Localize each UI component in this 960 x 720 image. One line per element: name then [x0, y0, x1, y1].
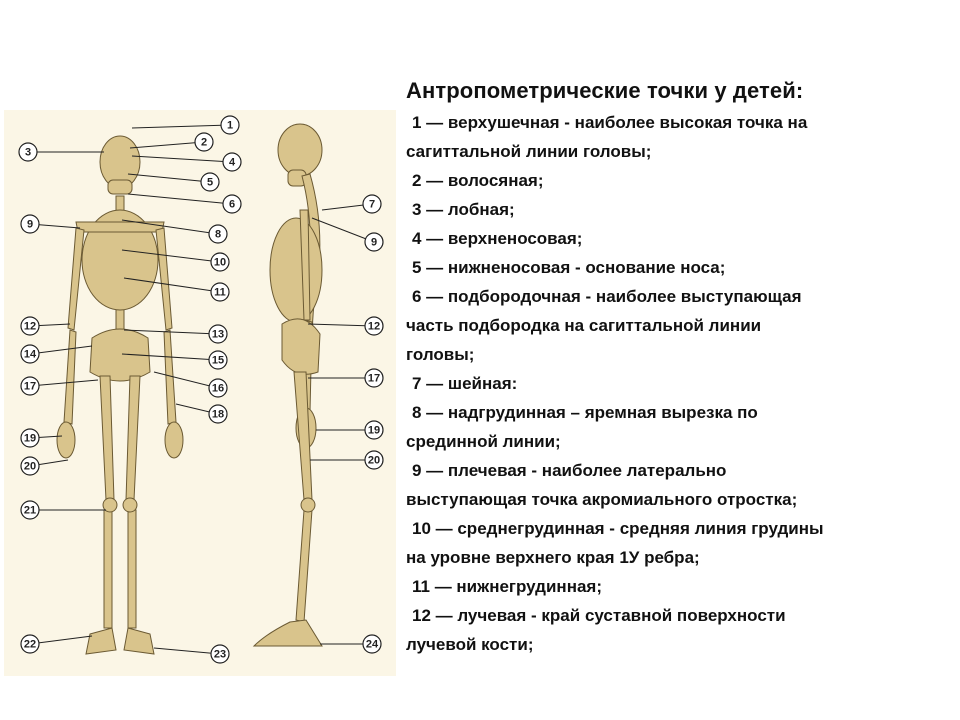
point-description-line: [406, 253, 951, 282]
point-description-text: 6 — подбородочная - наиболее выступающая: [412, 287, 802, 306]
leader-line: [154, 372, 218, 388]
point-description-line: [406, 456, 951, 485]
leader-line: [128, 174, 210, 182]
page-title: Антропометрические точки у детей:: [406, 78, 804, 103]
point-description-text: 11 — нижнегрудинная;: [412, 577, 602, 596]
point-description-text: лучевой кости;: [406, 635, 534, 654]
svg-text:5: 5: [206, 176, 214, 189]
point-label-3: [19, 143, 37, 161]
point-label-20: [365, 451, 383, 469]
point-label-7: [363, 195, 381, 213]
point-label-6: [223, 195, 241, 213]
point-label-21: [21, 501, 39, 519]
svg-text:4: 4: [228, 156, 236, 169]
leader-lines: [28, 125, 374, 654]
svg-text:1: 1: [226, 119, 234, 132]
leader-line: [308, 324, 374, 326]
skeleton-svg: [4, 110, 396, 676]
leader-line: [154, 648, 220, 654]
svg-text:10: 10: [213, 256, 227, 269]
point-label-12: [365, 317, 383, 335]
svg-text:2: 2: [200, 136, 208, 149]
skeleton-illustration: [4, 110, 396, 676]
svg-text:19: 19: [23, 432, 37, 445]
point-description-line: [406, 195, 951, 224]
svg-text:12: 12: [23, 320, 37, 333]
svg-text:8: 8: [214, 228, 222, 241]
point-label-17: [21, 377, 39, 395]
point-description-line: [406, 514, 951, 543]
svg-text:14: 14: [23, 348, 37, 361]
point-label-19: [365, 421, 383, 439]
point-description-text: 3 — лобная;: [412, 200, 515, 219]
svg-text:20: 20: [23, 460, 37, 473]
point-label-14: [21, 345, 39, 363]
point-description-text: на уровне верхнего края 1У ребра;: [406, 548, 700, 567]
point-description-line: [406, 224, 951, 253]
svg-text:3: 3: [24, 146, 32, 159]
point-label-10: [211, 253, 229, 271]
point-label-20: [21, 457, 39, 475]
point-description-text: сагиттальной линии головы;: [406, 142, 652, 161]
svg-text:7: 7: [368, 198, 376, 211]
svg-text:15: 15: [211, 354, 225, 367]
skeleton-front-view: [57, 136, 183, 654]
svg-text:13: 13: [211, 328, 225, 341]
point-description-line: [406, 137, 951, 166]
point-label-22: [21, 635, 39, 653]
svg-text:9: 9: [26, 218, 34, 231]
point-description-line: [406, 311, 951, 340]
svg-text:19: 19: [367, 424, 381, 437]
point-label-9: [365, 233, 383, 251]
point-description-line: [406, 572, 951, 601]
point-description-text: 8 — надгрудинная – яремная вырезка по: [412, 403, 758, 422]
point-label-15: [209, 351, 227, 369]
point-description-line: [406, 369, 951, 398]
point-description-text: 5 — нижненосовая - основание носа;: [412, 258, 726, 277]
point-description-line: [406, 108, 951, 137]
point-description-text: 7 — шейная:: [412, 374, 518, 393]
svg-text:16: 16: [211, 382, 225, 395]
point-label-13: [209, 325, 227, 343]
point-description-line: [406, 282, 951, 311]
skeleton-side-view: [254, 124, 322, 646]
point-label-18: [209, 405, 227, 423]
svg-text:23: 23: [213, 648, 227, 661]
svg-text:22: 22: [23, 638, 37, 651]
svg-text:24: 24: [365, 638, 379, 651]
point-label-2: [195, 133, 213, 151]
point-description-text: 10 — среднегрудинная - средняя линия грудины: [412, 519, 824, 538]
leader-line: [132, 125, 230, 128]
point-description-text: 12 — лучевая - край суставной поверхности: [412, 606, 786, 625]
leader-line: [30, 380, 98, 386]
point-description-text: 2 — волосяная;: [412, 171, 544, 190]
svg-text:12: 12: [367, 320, 381, 333]
point-description-text: 9 — плечевая - наиболее латерально: [412, 461, 727, 480]
leader-line: [130, 142, 204, 148]
point-description-line: [406, 340, 951, 369]
point-description-text: срединной линии;: [406, 432, 561, 451]
svg-text:17: 17: [23, 380, 37, 393]
point-label-1: [221, 116, 239, 134]
svg-text:21: 21: [23, 504, 37, 517]
point-label-8: [209, 225, 227, 243]
point-description-line: [406, 166, 951, 195]
point-label-23: [211, 645, 229, 663]
point-description-text: выступающая точка акромиального отростка;: [406, 490, 798, 509]
point-label-12: [21, 317, 39, 335]
point-description-line: [406, 398, 951, 427]
svg-text:20: 20: [367, 454, 381, 467]
point-description-line: [406, 427, 951, 456]
leader-line: [132, 156, 232, 162]
point-label-16: [209, 379, 227, 397]
point-description-line: [406, 543, 951, 572]
description-text: [406, 78, 951, 659]
point-label-19: [21, 429, 39, 447]
svg-text:11: 11: [214, 286, 226, 299]
leader-line: [128, 194, 232, 204]
point-label-17: [365, 369, 383, 387]
point-description-text: 4 — верхненосовая;: [412, 229, 583, 248]
svg-text:18: 18: [211, 408, 225, 421]
point-list: [406, 108, 951, 659]
point-description-line: [406, 601, 951, 630]
point-description-text: часть подбородка на сагиттальной линии: [406, 316, 762, 335]
point-label-5: [201, 173, 219, 191]
point-label-4: [223, 153, 241, 171]
point-description-text: 1 — верхушечная - наиболее высокая точка на: [412, 113, 808, 132]
point-label-9: [21, 215, 39, 233]
svg-text:17: 17: [367, 372, 381, 385]
point-description-text: головы;: [406, 345, 475, 364]
point-label-24: [363, 635, 381, 653]
point-description-line: [406, 630, 951, 659]
leader-line: [312, 218, 374, 242]
svg-text:9: 9: [370, 236, 378, 249]
svg-text:6: 6: [228, 198, 236, 211]
point-label-11: [211, 283, 229, 301]
point-description-line: [406, 485, 951, 514]
